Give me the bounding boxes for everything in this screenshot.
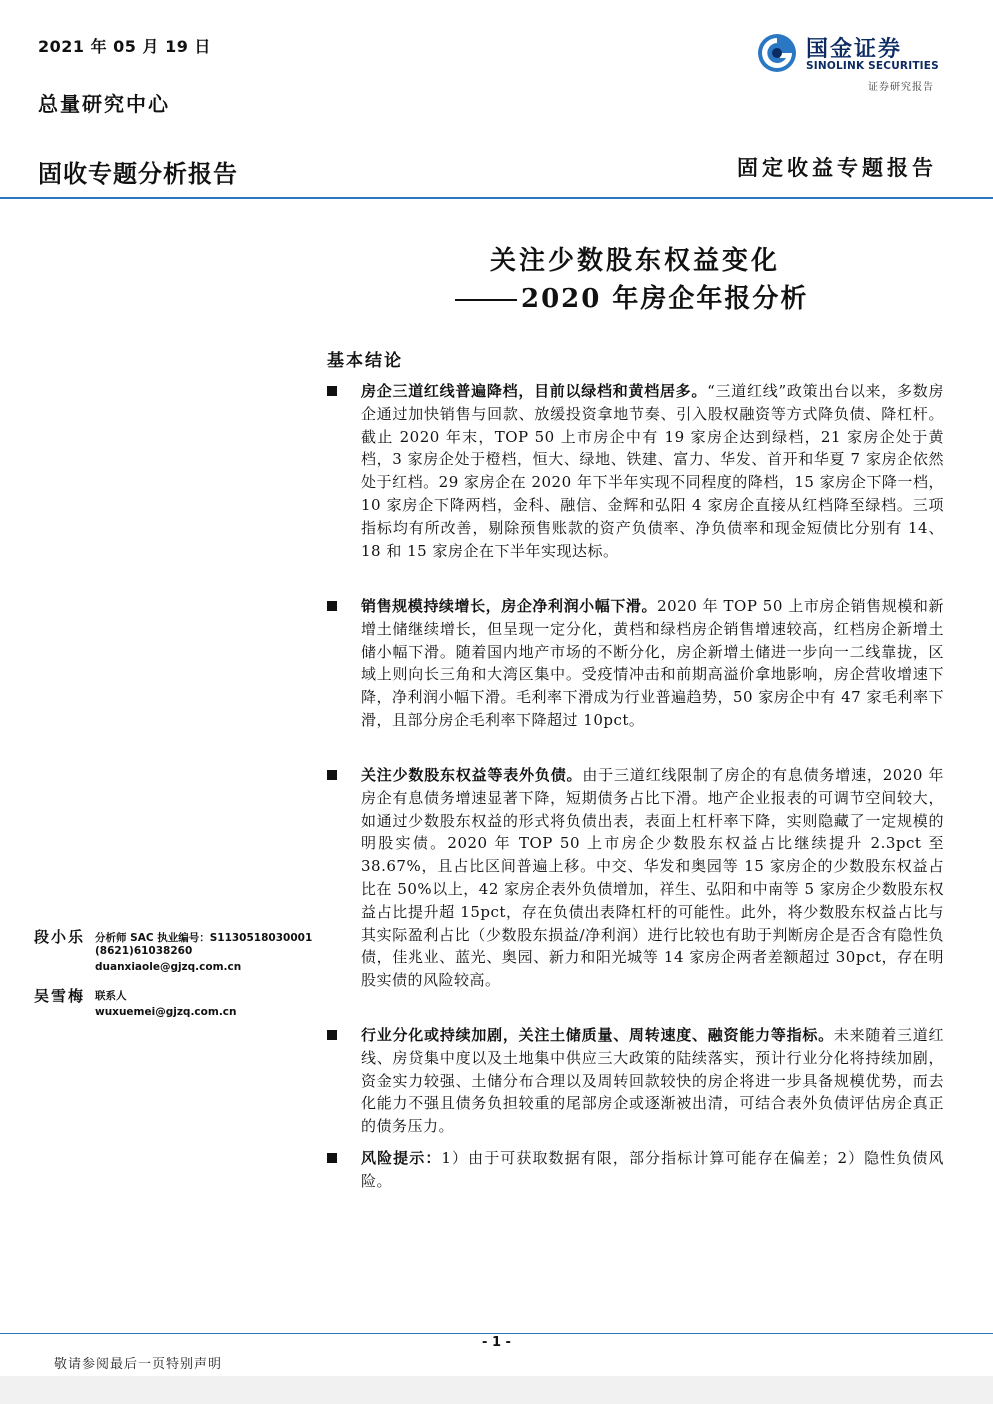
conclusion-lead: 销售规模持续增长，房企净利润小幅下滑。: [361, 597, 658, 615]
analyst-info: [95, 932, 312, 974]
conclusion-lead: 关注少数股东权益等表外负债。: [361, 766, 583, 784]
logo-name-en: SINOLINK SECURITIES: [806, 60, 939, 72]
report-subtitle-text: 2020 年房企年报分析: [521, 284, 809, 314]
bullet-icon: [327, 1030, 337, 1040]
analyst-phone: (8621)61038260: [95, 945, 193, 957]
header-divider: [0, 197, 993, 199]
report-type-left: 固收专题分析报告: [38, 160, 238, 188]
bullet-icon: [327, 770, 337, 780]
department-name: 总量研究中心: [38, 92, 170, 116]
conclusion-body: 1）由于可获取数据有限，部分指标计算可能存在偏差；2）隐性负债风险。: [361, 1149, 944, 1190]
title-dash: [455, 299, 517, 301]
conclusion-item: [361, 380, 944, 562]
report-subtitle: [455, 278, 808, 315]
logo-name-cn: 国金证券: [806, 37, 903, 62]
conclusion-item: [361, 1024, 944, 1138]
footer-divider: [0, 1333, 993, 1334]
conclusion-lead: 行业分化或持续加剧，关注土储质量、周转速度、融资能力等指标。: [361, 1026, 834, 1044]
bullet-icon: [327, 601, 337, 611]
contact-name: 吴雪梅: [34, 987, 86, 1005]
analyst-name: 段小乐: [34, 928, 86, 946]
report-type-right: 固定收益专题报告: [737, 155, 937, 180]
bullet-icon: [327, 386, 337, 396]
disclaimer-note: 敬请参阅最后一页特别声明: [54, 1357, 223, 1372]
conclusion-item: [361, 764, 944, 992]
conclusion-lead: 风险提示：: [361, 1149, 442, 1167]
bullet-icon: [327, 1153, 337, 1163]
logo-subtitle: 证券研究报告: [868, 82, 934, 93]
conclusion-body: “三道红线”政策出台以来，多数房企通过加快销售与回款、放缓投资拿地节奏、引入股权融资等方式降负债、降杠杆。截止 2020 年末，TOP 50 上市房企中有 19 家房企达到绿档，21 家房企处于黄档，3 家房企处于橙档，恒大、绿地、铁建、富力、华发、首开和华夏 7 家房企依然处于红档。29 家房企在 2020 年下半年实现不同程度的降档，15 家房企下降一档，10 家房企下降两档，金科、融信、金辉和弘阳 4 家房企直接从红档降至绿档。三项指标均有所改善，剔除预售账款的资产负债率、净负债率和现金短债比分别有 14、18 和 15 家房企在下半年实现达标。: [361, 382, 944, 560]
contact-email[interactable]: wuxuemei@gjzq.com.cn: [95, 1006, 237, 1018]
page-number: - 1 -: [482, 1335, 511, 1350]
conclusion-body: 2020 年 TOP 50 上市房企销售规模和新增土储继续增长，但呈现一定分化，黄档和绿档房企销售增速较高，红档房企新增土储小幅下滑。随着国内地产市场的不断分化，房企新增土储进一步向一二线靠拢，区域上则向长三角和大湾区集中。受疫情冲击和前期高溢价拿地影响，房企营收增速下降，净利润小幅下滑。毛利率下滑成为行业普遍趋势，50 家房企中有 47 家毛利率下滑，且部分房企毛利率下降超过 10pct。: [361, 597, 944, 729]
company-logo: [756, 30, 946, 78]
analyst-role: 分析师 SAC 执业编号：S1130518030001: [95, 932, 313, 944]
logo-mark-icon: [756, 32, 798, 74]
report-date: 2021 年 05 月 19 日: [38, 37, 211, 56]
analyst-email[interactable]: duanxiaole@gjzq.com.cn: [95, 961, 242, 973]
conclusion-body: 由于三道红线限制了房企的有息债务增速，2020 年房企有息债务增速显著下降，短期债务占比下滑。地产企业报表的可调节空间较大，如通过少数股东权益的形式将负债出表，表面上杠杆率下降，实则隐藏了一定规模的明股实债。2020 年 TOP 50 上市房企少数股东权益占比继续提升 2.3pct 至 38.67%，且占比区间普遍上移。中交、华发和奥园等 15 家房企的少数股东权益占比在 50%以上，42 家房企表外负债增加，祥生、弘阳和中南等 5 家房企少数股东权益占比提升超 15pct，存在负债出表降杠杆的可能性。此外，将少数股东权益占比与其实际盈利占比（少数股东损益/净利润）进行比较也有助于判断房企是否含有隐性负债，佳兆业、蓝光、奥园、新力和阳光城等 14 家房企两者差额超过 30pct，存在明股实债的风险较高。: [361, 766, 944, 990]
bottom-band: [0, 1376, 993, 1404]
report-title: 关注少数股东权益变化: [489, 246, 780, 276]
contact-info: [95, 990, 237, 1019]
conclusion-lead: 房企三道红线普遍降档，目前以绿档和黄档居多。: [361, 382, 708, 400]
conclusions-heading: 基本结论: [327, 351, 403, 371]
conclusion-body: 未来随着三道红线、房贷集中度以及土地集中供应三大政策的陆续落实，预计行业分化将持续加剧，资金实力较强、土储分布合理以及周转回款较快的房企将进一步具备规模优势，而去化能力不强且债务负担较重的尾部房企或逐渐被出清，可结合表外负债评估房企真正的债务压力。: [361, 1026, 944, 1136]
conclusion-item: [361, 1147, 944, 1193]
conclusion-item: [361, 595, 944, 732]
contact-role: 联系人: [95, 990, 127, 1002]
